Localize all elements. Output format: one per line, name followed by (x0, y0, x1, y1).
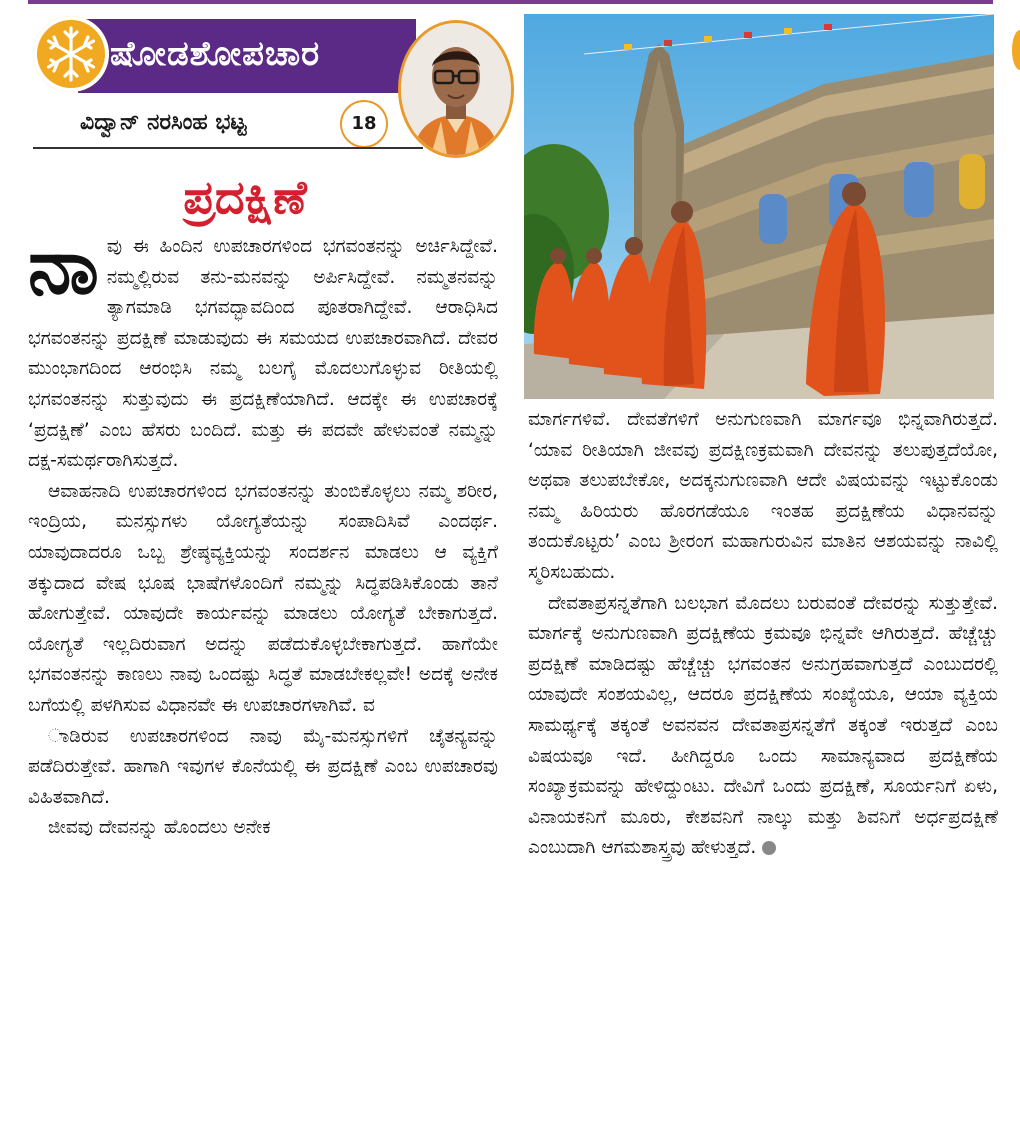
article-right-column (528, 405, 998, 1125)
author-portrait (398, 20, 514, 158)
paragraph-5: ಮಾರ್ಗಗಳಿವೆ. ದೇವತೆಗಳಿಗೆ ಅನುಗುಣವಾಗಿ ಮಾರ್ಗವೂ ಭಿನ್ನವಾಗಿರುತ್ತದೆ. ‘ಯಾವ ರೀತಿಯಾಗಿ ಜೀವವು ಪ್ರದಕ್ಷಿಣಕ್ರಮವಾಗಿ ದೇವನನ್ನು ತಲುಪುತ್ತದೆಯೋ, ಅಥವಾ ತಲುಪಬೇಕೋ, ಅದಕ್ಕನುಗುಣವಾಗಿ ಆದೇ ವಿಷಯವನ್ನು ಇಟ್ಟುಕೊಂಡು ನಮ್ಮ ಹಿರಿಯರು ಹೊರಗಡೆಯೂ ಇಂತಹ ಪ್ರದಕ್ಷಿಣೆಯ ವಿಧಾನವನ್ನು ತಂದುಕೊಟ್ಟರು’ ಎಂಬ ಶ್ರೀರಂಗ ಮಹಾಗುರುವಿನ ಮಾತಿನ ಆಶಯವನ್ನು ನಾವಿಲ್ಲಿ ಸ್ಮರಿಸಬಹುದು. (528, 409, 998, 583)
drop-cap: ನಾ (28, 222, 99, 312)
paragraph-3: ಾಡಿರುವ ಉಪಚಾರಗಳಿಂದ ನಾವು ಮೈ-ಮನಸ್ಸುಗಳಿಗೆ ಚೈತನ್ಯವನ್ನು ಪಡೆದಿರುತ್ತೇವೆ. ಹಾಗಾಗಿ ಇವುಗಳ ಕೊನೆಯಲ್ಲಿ ಈ ಪ್ರದಕ್ಷಿಣೆ ಎಂಬ ಉಪಚಾರವು ವಿಹಿತವಾಗಿದೆ. (28, 725, 498, 808)
article-photo (524, 14, 994, 399)
author-name: ವಿದ್ವಾನ್ ನರಸಿಂಹ ಭಟ್ಟ (80, 110, 247, 135)
article-headline: ಪ್ರದಕ್ಷಿಣೆ (183, 170, 307, 224)
paragraph-6-text: ದೇವತಾಪ್ರಸನ್ನತೆಗಾಗಿ ಬಲಭಾಗ ಮೊದಲು ಬರುವಂತೆ ದೇವರನ್ನು ಸುತ್ತುತ್ತೇವೆ. ಮಾರ್ಗಕ್ಕೆ ಅನುಗುಣವಾಗಿ ಪ್ರದಕ್ಷಿಣೆಯ ಕ್ರಮವೂ ಭಿನ್ನವೇ ಆಗಿರುತ್ತದೆ. ಹೆಚ್ಚೆಚ್ಚು ಪ್ರದಕ್ಷಿಣೆ ಮಾಡಿದಷ್ಟು ಹೆಚ್ಚೆಚ್ಚು ಭಗವಂತನ ಅನುಗ್ರಹವಾಗುತ್ತದೆ ಎಂಬುದರಲ್ಲಿ ಯಾವುದೇ ಸಂಶಯವಿಲ್ಲ, ಆದರೂ ಪ್ರದಕ್ಷಿಣೆಯ ಸಂಖ್ಯೆಯೂ, ಆಯಾ ವ್ಯಕ್ತಿಯ ಸಾಮರ್ಥ್ಯಕ್ಕೆ ತಕ್ಕಂತೆ ಅವನವನ ದೇವತಾಪ್ರಸನ್ನತೆಗೆ ತಕ್ಕಂತೆ ಇರುತ್ತದೆ ಎಂಬ ವಿಷಯವೂ ಇದೆ. ಹೀಗಿದ್ದರೂ ಒಂದು ಸಾಮಾನ್ಯವಾದ ಪ್ರದಕ್ಷಿಣೆಯ ಸಂಖ್ಯಾಕ್ರಮವನ್ನು ಹೇಳಿದ್ದುಂಟು. ದೇವಿಗೆ ಒಂದು ಪ್ರದಕ್ಷಿಣೆ, ಸೂರ್ಯನಿಗೆ ಏಳು, ವಿನಾಯಕನಿಗೆ ಮೂರು, ಕೇಶವನಿಗೆ ನಾಲ್ಕು ಮತ್ತು ಶಿವನಿಗೆ ಅರ್ಧಪ್ರದಕ್ಷಿಣೆ ಎಂಬುದಾಗಿ ಆಗಮಶಾಸ್ತ್ರವು ಹೇಳುತ್ತದೆ. (528, 592, 998, 859)
paragraph-1-text: ವು ಈ ಹಿಂದಿನ ಉಪಚಾರಗಳಿಂದ ಭಗವಂತನನ್ನು ಅರ್ಚಿಸಿದ್ದೇವೆ. ನಮ್ಮಲ್ಲಿರುವ ತನು-ಮನವನ್ನು ಅರ್ಪಿಸಿದ್ದೇವೆ. ನಮ್ಮತನವನ್ನು ತ್ಯಾಗಮಾಡಿ ಭಗವದ್ಭಾವದಿಂದ ಪೂತರಾಗಿದ್ದೇವೆ. ಆರಾಧಿಸಿದ ಭಗವಂತನನ್ನು ಪ್ರದಕ್ಷಿಣೆ ಮಾಡುವುದು ಈ ಸಮಯದ ಉಪಚಾರವಾಗಿದೆ. ದೇವರ ಮುಂಭಾಗದಿಂದ ಆರಂಭಿಸಿ ನಮ್ಮ ಬಲಗೈ ಮೊದಲುಗೊಳ್ಳುವ ರೀತಿಯಲ್ಲಿ ಭಗವಂತನನ್ನು ಸುತ್ತುವುದು ಈ ಪ್ರದಕ್ಷಿಣೆಯಾಗಿದೆ. ಆದಕ್ಕೇ ಈ ಉಪಚಾರಕ್ಕೆ ‘ಪ್ರದಕ್ಷಿಣೆ’ ಎಂಬ ಹೆಸರು ಬಂದಿದೆ. ಮತ್ತು ಈ ಪದವೇ ಹೇಳುವಂತೆ ನಮ್ಮನ್ನು ದಕ್ಷ-ಸಮರ್ಥರಾಗಿಸುತ್ತದೆ. (28, 236, 498, 472)
series-number: 18 (340, 100, 388, 148)
paragraph-2: ಆವಾಹನಾದಿ ಉಪಚಾರಗಳಿಂದ ಭಗವಂತನನ್ನು ತುಂಬಿಕೊಳ್ಳಲು ನಮ್ಮ ಶರೀರ, ಇಂದ್ರಿಯ, ಮನಸ್ಸುಗಳು ಯೋಗ್ಯತೆಯನ್ನು ಸಂಪಾದಿಸಿವೆ ಎಂದರ್ಥ. ಯಾವುದಾದರೂ ಒಬ್ಬ ಶ್ರೇಷ್ಠವ್ಯಕ್ತಿಯನ್ನು ಸಂದರ್ಶನ ಮಾಡಲು ಆ ವ್ಯಕ್ತಿಗೆ ತಕ್ಕುದಾದ ವೇಷ ಭೂಷ ಭಾಷೆಗಳೊಂದಿಗೆ ನಮ್ಮನ್ನು ಸಿದ್ಧಪಡಿಸಿಕೊಂಡು ತಾನೆ ಹೋಗುತ್ತೇವೆ. ಯಾವುದೇ ಕಾರ್ಯವನ್ನು ಮಾಡಲು ಯೋಗ್ಯತೆ ಬೇಕಾಗುತ್ತದೆ. ಯೋಗ್ಯತೆ ಇಲ್ಲದಿರುವಾಗ ಅದನ್ನು ಪಡೆದುಕೊಳ್ಳಬೇಕಾಗುತ್ತದೆ. ಹಾಗೆಯೇ ಭಗವಂತನನ್ನು ಕಾಣಲು ನಾವು ಒಂದಷ್ಟು ಸಿದ್ಧತೆ ಮಾಡಬೇಕಲ್ಲವೇ! ಅದಕ್ಕೆ ಅನೇಕ ಬಗೆಯಲ್ಲಿ ಪಳಗಿಸುವ ವಿಧಾನವೇ ಈ ಉಪಚಾರಗಳಾಗಿವೆ. ವ (28, 480, 498, 716)
series-title: ಷೋಡಶೋಪಚಾರ (110, 34, 321, 74)
paragraph-1 (28, 222, 498, 477)
end-dot-icon (762, 841, 776, 855)
paragraph-6 (528, 589, 998, 864)
author-rule (33, 147, 423, 149)
page-edge-mark (1012, 30, 1020, 70)
paragraph-4: ಜೀವವು ದೇವನನ್ನು ಹೊಂದಲು ಅನೇಕ (48, 817, 271, 839)
article-left-column (28, 222, 498, 1122)
snowflake-icon (33, 16, 109, 92)
top-rule (28, 0, 993, 4)
